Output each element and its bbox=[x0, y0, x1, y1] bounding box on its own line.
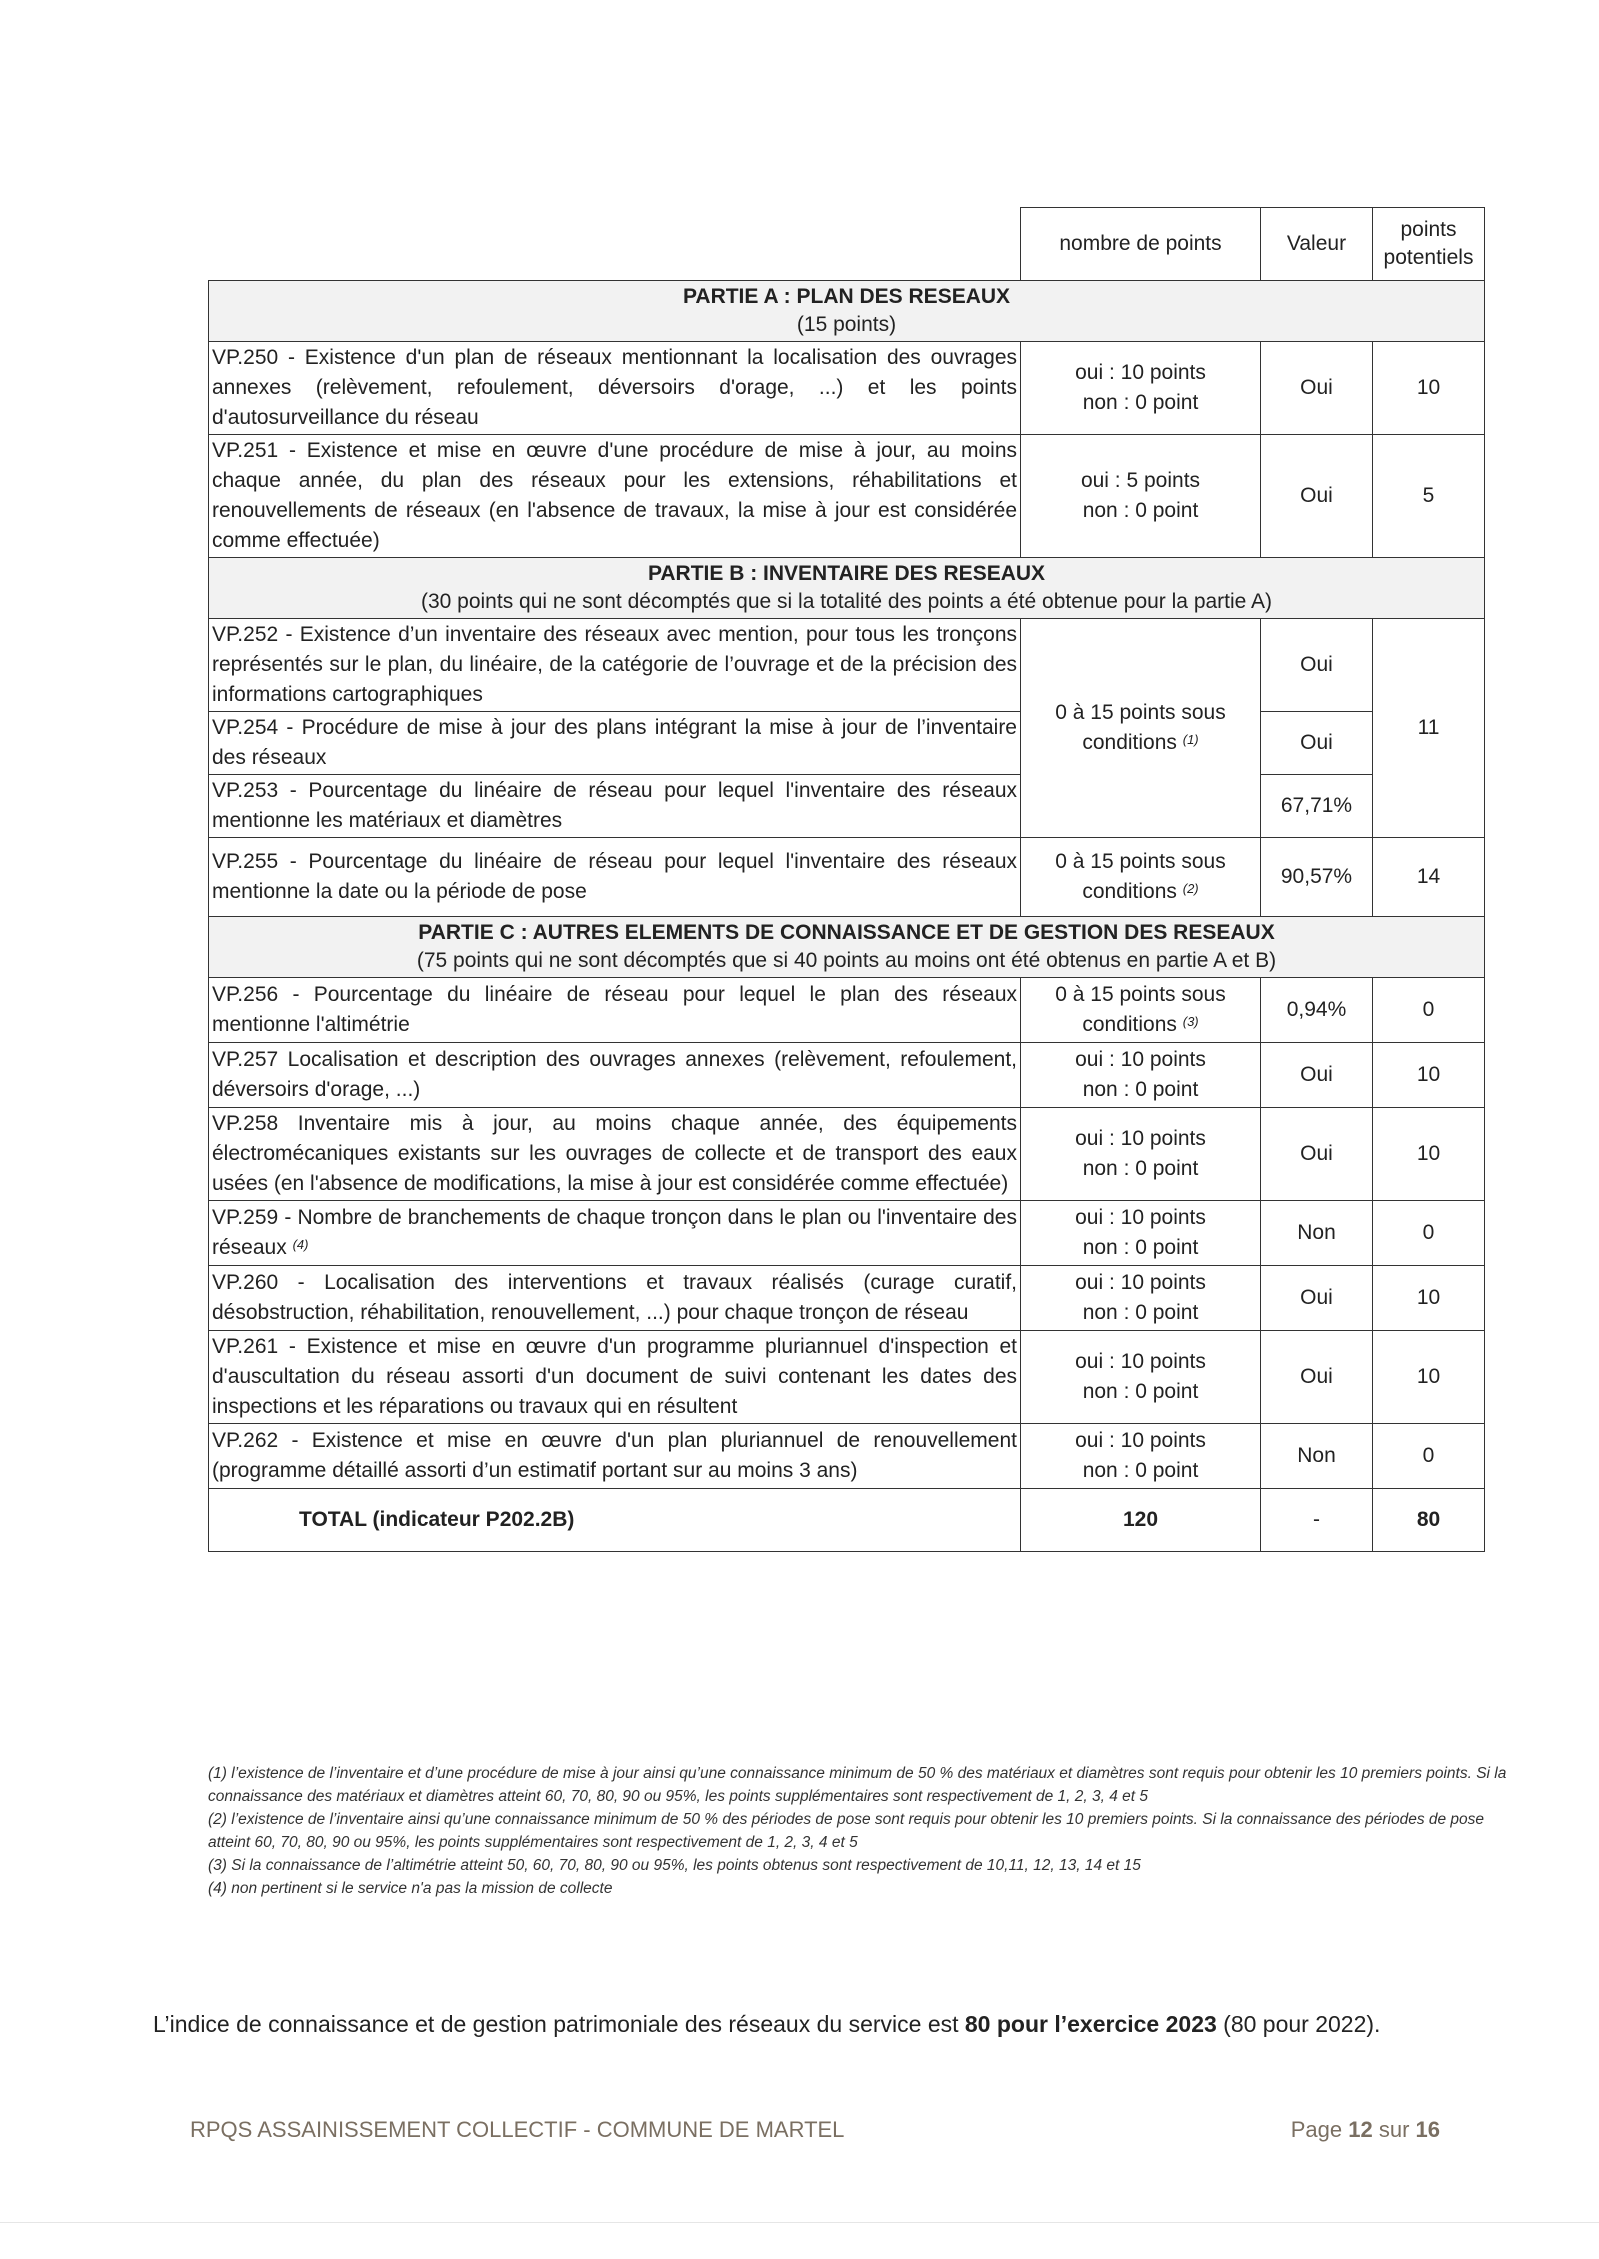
table-row bbox=[209, 978, 1485, 1043]
potentiels-vp250: 10 bbox=[1373, 342, 1485, 435]
valeur-vp253: 67,71% bbox=[1261, 775, 1373, 838]
note-ref-2: (2) bbox=[1182, 881, 1199, 896]
criterion-vp261: VP.261 - Existence et mise en œuvre d'un programme pluriannuel d'inspection et d'auscultation du réseau assorti d'un document de suivi contenant les dates des inspections et les réparations ou travaux qui en résultent bbox=[209, 1331, 1021, 1424]
points-group-b bbox=[1021, 619, 1261, 838]
section-b-title: PARTIE B : INVENTAIRE DES RESEAUX bbox=[647, 562, 1046, 585]
valeur-vp262: Non bbox=[1261, 1424, 1373, 1489]
section-b-subtitle: (30 points qui ne sont décomptés que si la totalité des points a été obtenue pour la partie A) bbox=[420, 590, 1273, 613]
points-vp261: oui : 10 points non : 0 point bbox=[1021, 1331, 1261, 1424]
header-blank-cell bbox=[209, 208, 1021, 281]
criterion-vp262: VP.262 - Existence et mise en œuvre d'un plan pluriannuel de renouvellement (programme détaillé assorti d’un estimatif portant sur au moins 3 ans) bbox=[209, 1424, 1021, 1489]
total-points: 120 bbox=[1021, 1489, 1261, 1552]
section-b-row bbox=[209, 558, 1485, 619]
criterion-vp257: VP.257 Localisation et description des ouvrages annexes (relèvement, refoulement, déversoirs d'orage, ...) bbox=[209, 1043, 1021, 1108]
header-points: nombre de points bbox=[1021, 208, 1261, 281]
table-row bbox=[209, 1201, 1485, 1266]
table-row bbox=[209, 838, 1485, 917]
criterion-vp259-text: VP.259 - Nombre de branchements de chaque tronçon dans le plan ou l'inventaire des réseaux bbox=[212, 1206, 1017, 1259]
table-row bbox=[209, 342, 1485, 435]
table-row bbox=[209, 1108, 1485, 1201]
page-middle: sur bbox=[1372, 2117, 1416, 2142]
conclusion-text: L’indice de connaissance et de gestion patrimoniale des réseaux du service est bbox=[153, 2011, 965, 2037]
points-vp260: oui : 10 points non : 0 point bbox=[1021, 1266, 1261, 1331]
table-row bbox=[209, 775, 1485, 838]
section-c-subtitle: (75 points qui ne sont décomptés que si 40 points au moins ont été obtenus en partie A et B) bbox=[416, 949, 1277, 972]
points-vp258: oui : 10 points non : 0 point bbox=[1021, 1108, 1261, 1201]
valeur-vp257: Oui bbox=[1261, 1043, 1373, 1108]
section-c-cell bbox=[209, 917, 1485, 978]
criterion-vp256: VP.256 - Pourcentage du linéaire de réseau pour lequel le plan des réseaux mentionne l'altimétrie bbox=[209, 978, 1021, 1043]
criterion-vp258: VP.258 Inventaire mis à jour, au moins chaque année, des équipements électromécaniques existants sur les ouvrages de collecte et de transport des eaux usées (en l'absence de modifications, la mise à jour est considérée comme effectuée) bbox=[209, 1108, 1021, 1201]
potentiels-group-b: 11 bbox=[1373, 619, 1485, 838]
valeur-vp260: Oui bbox=[1261, 1266, 1373, 1331]
header-potentiels: points potentiels bbox=[1373, 208, 1485, 281]
page-number bbox=[1291, 2117, 1440, 2143]
page-current: 12 bbox=[1348, 2117, 1373, 2142]
criterion-vp254: VP.254 - Procédure de mise à jour des plans intégrant la mise à jour de l’inventaire des réseaux bbox=[209, 712, 1021, 775]
total-row bbox=[209, 1489, 1485, 1552]
footnote-1: (1) l’existence de l’inventaire et d’une procédure de mise à jour ainsi qu’une connaissance minimum de 50 % des matériaux et diamètres sont requis pour obtenir les 10 premiers points. Si la connaissance des matériaux et diamètres atteint 60, 70, 80, 90 ou 95%, les points supplémentaires sont respectivement de 1, 2, 3, 4 et 5 bbox=[208, 1765, 1507, 1805]
page-prefix: Page bbox=[1290, 2117, 1349, 2142]
section-a-title: PARTIE A : PLAN DES RESEAUX bbox=[682, 285, 1011, 308]
table-row bbox=[209, 435, 1485, 558]
points-vp250: oui : 10 points non : 0 point bbox=[1021, 342, 1261, 435]
conclusion-paragraph bbox=[153, 2006, 1453, 2042]
potentiels-vp262: 0 bbox=[1373, 1424, 1485, 1489]
section-a-subtitle: (15 points) bbox=[796, 313, 897, 336]
potentiels-vp261: 10 bbox=[1373, 1331, 1485, 1424]
table-row bbox=[209, 619, 1485, 712]
note-ref-3: (3) bbox=[1182, 1014, 1199, 1029]
note-ref-4: (4) bbox=[292, 1237, 309, 1252]
table-row bbox=[209, 1043, 1485, 1108]
valeur-vp255: 90,57% bbox=[1261, 838, 1373, 917]
valeur-vp258: Oui bbox=[1261, 1108, 1373, 1201]
valeur-vp252: Oui bbox=[1261, 619, 1373, 712]
potentiels-vp251: 5 bbox=[1373, 435, 1485, 558]
table-row bbox=[209, 1331, 1485, 1424]
section-a-cell bbox=[209, 281, 1485, 342]
table-row bbox=[209, 1424, 1485, 1489]
potentiels-vp260: 10 bbox=[1373, 1266, 1485, 1331]
criterion-vp251: VP.251 - Existence et mise en œuvre d'une procédure de mise à jour, au moins chaque année, du plan des réseaux pour les extensions, réhabilitations et renouvellements de réseaux (en l'absence de travaux, la mise à jour est considérée comme effectuée) bbox=[209, 435, 1021, 558]
footnotes bbox=[208, 1762, 1508, 1900]
total-label: TOTAL (indicateur P202.2B) bbox=[209, 1489, 1021, 1552]
criterion-vp255: VP.255 - Pourcentage du linéaire de réseau pour lequel l'inventaire des réseaux mentionne la date ou la période de pose bbox=[209, 838, 1021, 917]
points-vp251: oui : 5 points non : 0 point bbox=[1021, 435, 1261, 558]
potentiels-vp259: 0 bbox=[1373, 1201, 1485, 1266]
table-row bbox=[209, 1266, 1485, 1331]
header-valeur: Valeur bbox=[1261, 208, 1373, 281]
valeur-vp256: 0,94% bbox=[1261, 978, 1373, 1043]
conclusion-highlight: 80 pour l’exercice 2023 bbox=[964, 2011, 1217, 2037]
criterion-vp252: VP.252 - Existence d’un inventaire des réseaux avec mention, pour tous les tronçons représentés sur le plan, du linéaire, de la catégorie de l’ouvrage et de la précision des informations cartographiques bbox=[209, 619, 1021, 712]
section-c-row bbox=[209, 917, 1485, 978]
note-ref-1: (1) bbox=[1182, 732, 1199, 747]
points-vp256-text: 0 à 15 points sous conditions bbox=[1055, 983, 1226, 1036]
points-vp262: oui : 10 points non : 0 point bbox=[1021, 1424, 1261, 1489]
points-vp257: oui : 10 points non : 0 point bbox=[1021, 1043, 1261, 1108]
valeur-vp254: Oui bbox=[1261, 712, 1373, 775]
table-row bbox=[209, 712, 1485, 775]
conclusion-tail: (80 pour 2022). bbox=[1216, 2011, 1381, 2037]
potentiels-vp257: 10 bbox=[1373, 1043, 1485, 1108]
potentiels-vp256: 0 bbox=[1373, 978, 1485, 1043]
criterion-vp259 bbox=[209, 1201, 1021, 1266]
points-group-b-text: 0 à 15 points sous conditions bbox=[1055, 701, 1226, 754]
footnote-4: (4) non pertinent si le service n'a pas la mission de collecte bbox=[208, 1880, 613, 1897]
page-total: 16 bbox=[1415, 2117, 1440, 2142]
points-vp255-text: 0 à 15 points sous conditions bbox=[1055, 850, 1226, 903]
valeur-vp250: Oui bbox=[1261, 342, 1373, 435]
section-a-row bbox=[209, 281, 1485, 342]
potentiels-vp255: 14 bbox=[1373, 838, 1485, 917]
criterion-vp260: VP.260 - Localisation des interventions et travaux réalisés (curage curatif, désobstruction, réhabilitation, renouvellement, ...) pour chaque tronçon de réseau bbox=[209, 1266, 1021, 1331]
valeur-vp261: Oui bbox=[1261, 1331, 1373, 1424]
criterion-vp250: VP.250 - Existence d'un plan de réseaux mentionnant la localisation des ouvrages annexes (relèvement, refoulement, déversoirs d'orage, ...) et les points d'autosurveillance du réseau bbox=[209, 342, 1021, 435]
points-vp259: oui : 10 points non : 0 point bbox=[1021, 1201, 1261, 1266]
patrimonial-index-table bbox=[208, 207, 1485, 1552]
section-c-title: PARTIE C : AUTRES ELEMENTS DE CONNAISSANCE ET DE GESTION DES RESEAUX bbox=[418, 921, 1275, 944]
footnote-2: (2) l’existence de l’inventaire ainsi qu’une connaissance minimum de 50 % des périodes de pose sont requis pour obtenir les 10 premiers points. Si la connaissance des périodes de pose atteint 60, 70, 80, 90 ou 95%, les points supplémentaires sont respectivement de 1, 2, 3, 4 et 5 bbox=[208, 1811, 1485, 1851]
footer-title: RPQS ASSAINISSEMENT COLLECTIF - COMMUNE DE MARTEL bbox=[190, 2117, 845, 2142]
valeur-vp259: Non bbox=[1261, 1201, 1373, 1266]
points-vp256 bbox=[1021, 978, 1261, 1043]
potentiels-vp258: 10 bbox=[1373, 1108, 1485, 1201]
criterion-vp253: VP.253 - Pourcentage du linéaire de réseau pour lequel l'inventaire des réseaux mentionne les matériaux et diamètres bbox=[209, 775, 1021, 838]
total-potentiels: 80 bbox=[1373, 1489, 1485, 1552]
table-header-row bbox=[209, 208, 1485, 281]
total-valeur: - bbox=[1261, 1489, 1373, 1552]
points-vp255 bbox=[1021, 838, 1261, 917]
footnote-3: (3) Si la connaissance de l’altimétrie atteint 50, 60, 70, 80, 90 ou 95%, les points obtenus sont respectivement de 10,11, 12, 13, 14 et 15 bbox=[208, 1857, 1141, 1874]
page-bottom-divider bbox=[0, 2222, 1599, 2223]
valeur-vp251: Oui bbox=[1261, 435, 1373, 558]
section-b-cell bbox=[209, 558, 1485, 619]
